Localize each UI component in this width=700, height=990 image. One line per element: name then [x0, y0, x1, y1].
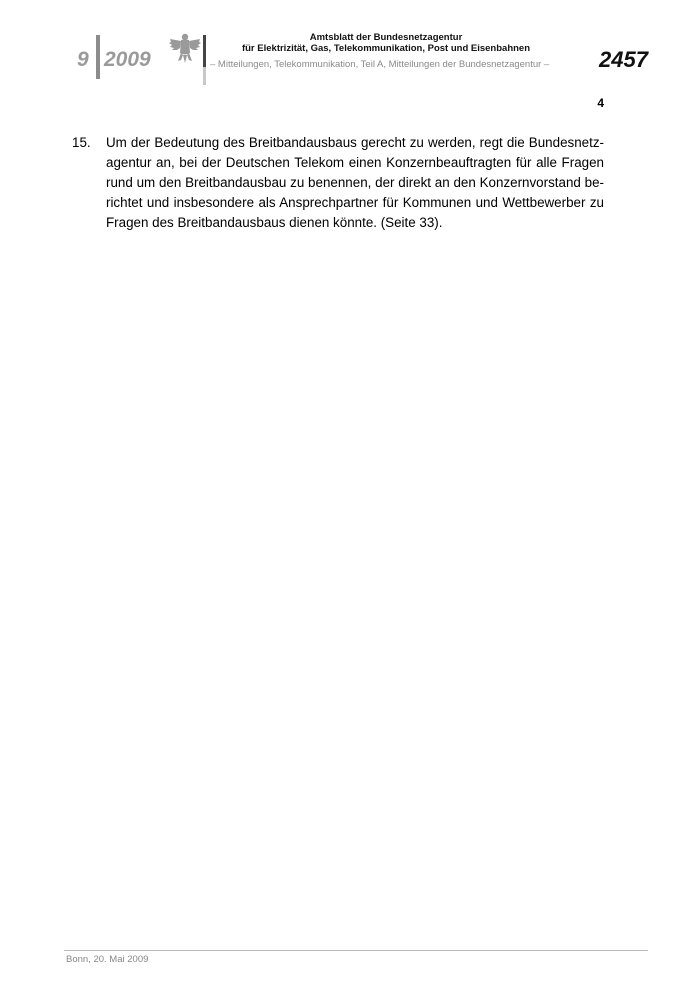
page-number: 2457 — [599, 47, 648, 72]
list-item-text: Um der Bedeutung des Breitbandausbaus gerecht zu werden, regt die Bundesnetzagentur an, bei der Deutschen Telekom einen Konzernbeauftragten für alle Fragen rund um den Breitbandausbau zu benennen, der direkt an den Konzernvorstand berichtet und insbesondere als Ansprechpartner für Kommunen und Wettbewerber zu Fragen des Breitbandausbaus dienen könnte. (Seite 33). — [106, 135, 604, 230]
issue-number: 9 — [77, 48, 89, 71]
issue-year: 2009 — [104, 48, 151, 71]
list-item-number: 15. — [72, 135, 91, 150]
header-divider-dark — [203, 35, 206, 67]
issue-divider — [96, 35, 100, 79]
federal-eagle-icon — [168, 31, 202, 65]
publication-title-line2: für Elektrizität, Gas, Telekommunikation, Post und Eisenbahnen — [241, 43, 531, 54]
header-divider-light — [203, 67, 206, 85]
publication-subtitle: – Mitteilungen, Telekommunikation, Teil A, Mitteilungen der Bundesnetzagentur – — [210, 59, 550, 70]
publication-title-line1: Amtsblatt der Bundesnetzagentur — [309, 32, 463, 43]
section-number: 4 — [597, 96, 604, 110]
footer-divider — [64, 950, 648, 951]
footer-date: Bonn, 20. Mai 2009 — [66, 954, 149, 965]
